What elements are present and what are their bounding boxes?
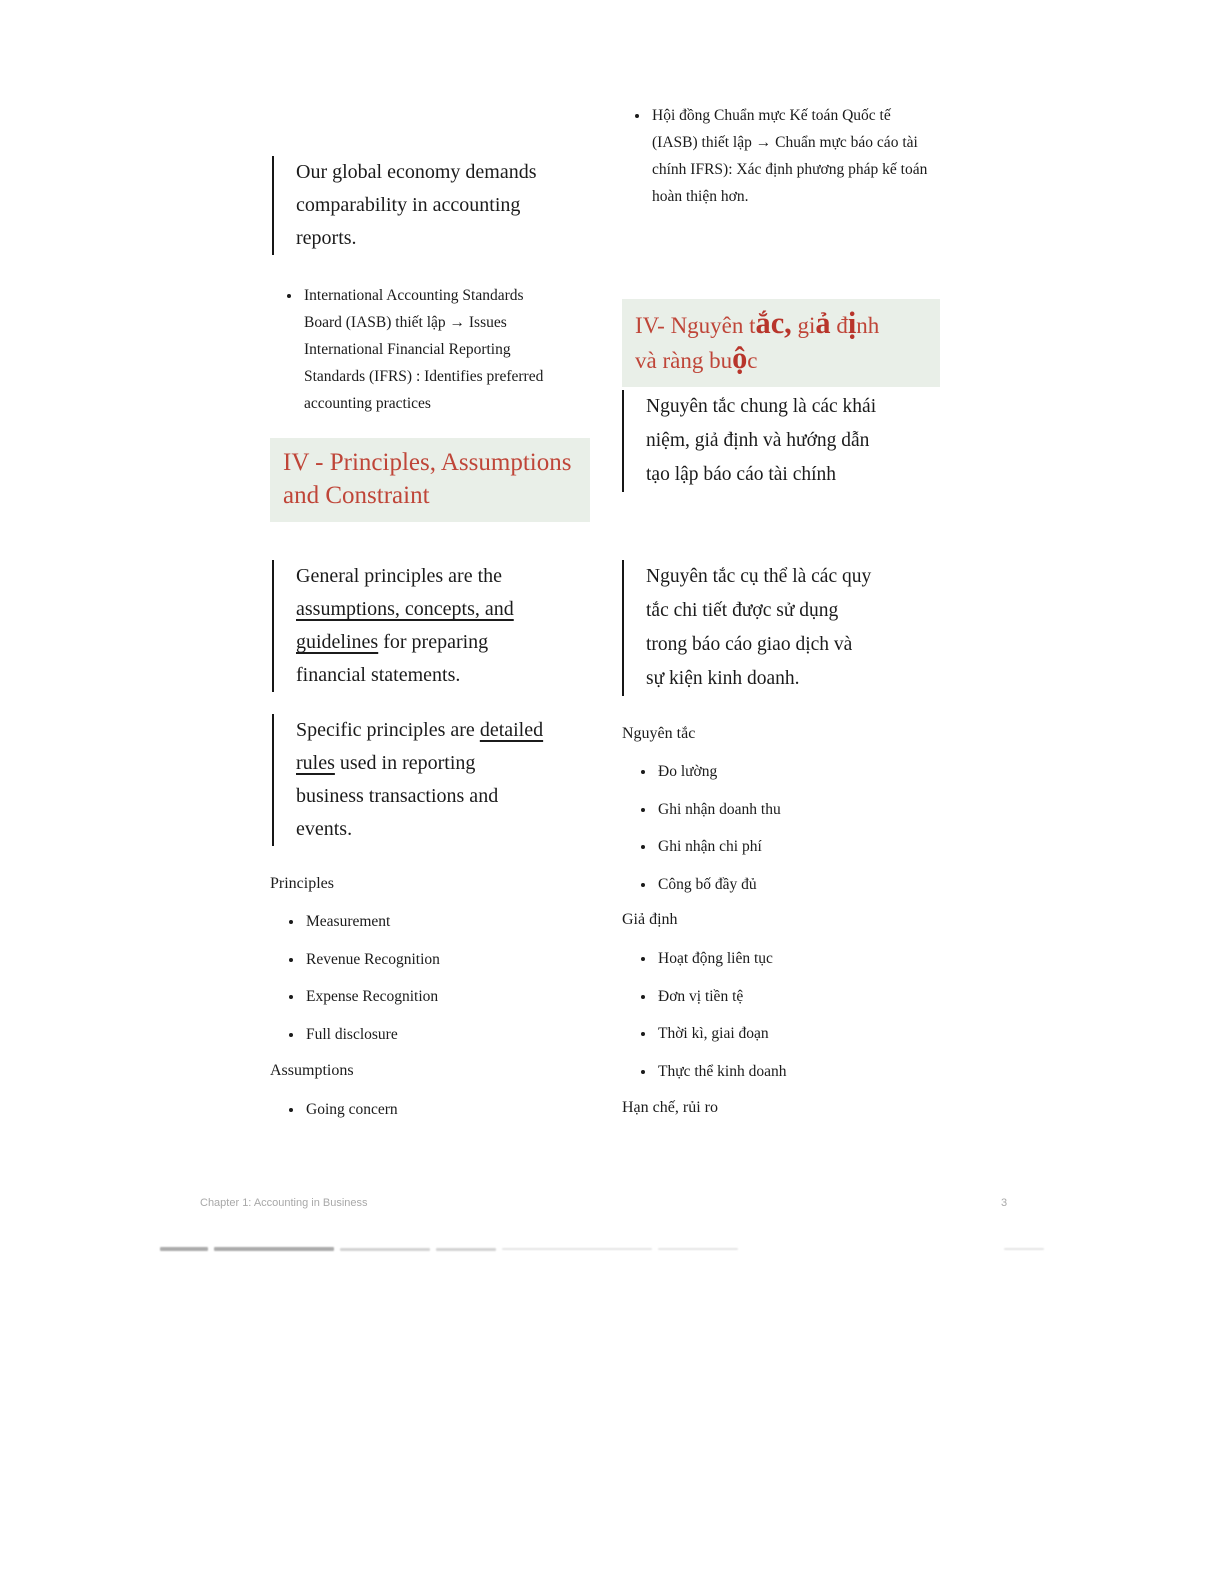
quote-line: tạo lập báo cáo tài chính	[646, 464, 837, 485]
heading-vn-big: ộ	[732, 341, 748, 375]
preview-smudge	[658, 1248, 738, 1250]
section-heading-principles-text: IV - Principles, Assumptions and Constraint	[283, 449, 572, 509]
list-item: • Full disclosure	[304, 1021, 562, 1048]
list-item: • Ghi nhận chi phí	[656, 833, 934, 860]
heading-vn-big: ắc,	[755, 306, 792, 340]
nguyen-tac-list	[634, 758, 934, 898]
heading-vn-big: ị	[847, 306, 857, 340]
quote-specific-underline: detailed rules	[296, 719, 544, 774]
assumptions-list	[282, 1096, 562, 1123]
quote-general-post: for preparing financial statements.	[296, 631, 489, 686]
list-item: • Đơn vị tiền tệ	[656, 983, 934, 1010]
next-page-preview	[160, 1244, 1055, 1254]
footer-chapter-title: Chapter 1: Accounting in Business	[200, 1197, 368, 1209]
preview-smudge	[436, 1248, 496, 1251]
heading-vn-part: đ	[830, 313, 848, 338]
list-item: • Hoạt động liên tục	[656, 945, 934, 972]
list-item: • Expense Recognition	[304, 983, 562, 1010]
quote-line: niệm, giả định và hướng dẫn	[646, 430, 870, 451]
list-item: • Measurement	[304, 908, 562, 935]
section-heading-nguyen-tac	[622, 299, 940, 387]
list-item: • Thời kì, giai đoạn	[656, 1020, 934, 1047]
quote-line: Nguyên tắc chung là các khái	[646, 396, 877, 417]
quote-specific-principles	[272, 714, 544, 846]
quote-specific-pre: Specific principles are	[296, 719, 480, 741]
quote-line: trong báo cáo giao dịch và	[646, 634, 853, 655]
list-item: • Công bố đầy đủ	[656, 871, 934, 898]
list-item: • Thực thể kinh doanh	[656, 1058, 934, 1085]
preview-smudge	[340, 1248, 430, 1251]
iasb-bullet-list	[280, 282, 562, 417]
quote-general-pre: General principles are the	[296, 565, 503, 587]
quote-line: Nguyên tắc cụ thể là các quy	[646, 566, 872, 587]
heading-vn-part: nh	[856, 313, 880, 338]
list-item: • Revenue Recognition	[304, 946, 562, 973]
heading-vn-part: IV- Nguyên t	[635, 313, 756, 338]
quote-nguyen-tac-chung	[622, 390, 932, 492]
list-item: • Đo lường	[656, 758, 934, 785]
quote-line: sự kiện kinh doanh.	[646, 668, 800, 689]
heading-vn-part: và ràng bu	[635, 348, 733, 373]
iasb-bullet-item-vn: • Hội đồng Chuẩn mực Kế toán Quốc tế (IASB) thiết lập → Chuẩn mực báo cáo tài chính IFRS): Xác định phương pháp kế toán hoàn thiện hơn.	[650, 102, 940, 210]
iasb-bullet-list-vn	[628, 102, 940, 210]
preview-smudge	[502, 1248, 652, 1250]
quote-global-economy	[272, 156, 544, 255]
principles-list	[282, 908, 562, 1048]
section-heading-principles	[270, 438, 590, 522]
list-item: • Ghi nhận doanh thu	[656, 796, 934, 823]
label-nguyen-tac: Nguyên tắc	[622, 725, 696, 742]
heading-vn-part: gi	[791, 313, 816, 338]
gia-dinh-list	[634, 945, 934, 1085]
quote-global-economy-text: Our global economy demands comparability in accounting reports.	[296, 161, 537, 249]
label-gia-dinh: Giả định	[622, 911, 678, 928]
quote-general-underline-1: assumptions, concepts, and	[296, 598, 514, 620]
preview-smudge	[214, 1247, 334, 1251]
quote-general-underline-2: guidelines	[296, 631, 379, 653]
label-han-che: Hạn chế, rủi ro	[622, 1099, 718, 1116]
quote-specific-post: used in reporting business transactions and events.	[296, 752, 499, 840]
label-assumptions: Assumptions	[270, 1062, 354, 1079]
iasb-bullet-item: • International Accounting Standards Board (IASB) thiết lập → Issues International Financial Reporting Standards (IFRS) : Identifies preferred accounting practices	[302, 282, 562, 417]
quote-line: tắc chi tiết được sử dụng	[646, 600, 839, 621]
preview-smudge	[1004, 1248, 1044, 1250]
footer-page-number: 3	[1001, 1197, 1008, 1209]
label-principles: Principles	[270, 875, 334, 892]
quote-nguyen-tac-cu-the	[622, 560, 932, 696]
quote-general-principles	[272, 560, 544, 692]
preview-smudge	[160, 1247, 208, 1251]
heading-vn-part: c	[747, 348, 758, 373]
list-item: • Going concern	[304, 1096, 562, 1123]
heading-vn-big: ả	[815, 306, 831, 340]
